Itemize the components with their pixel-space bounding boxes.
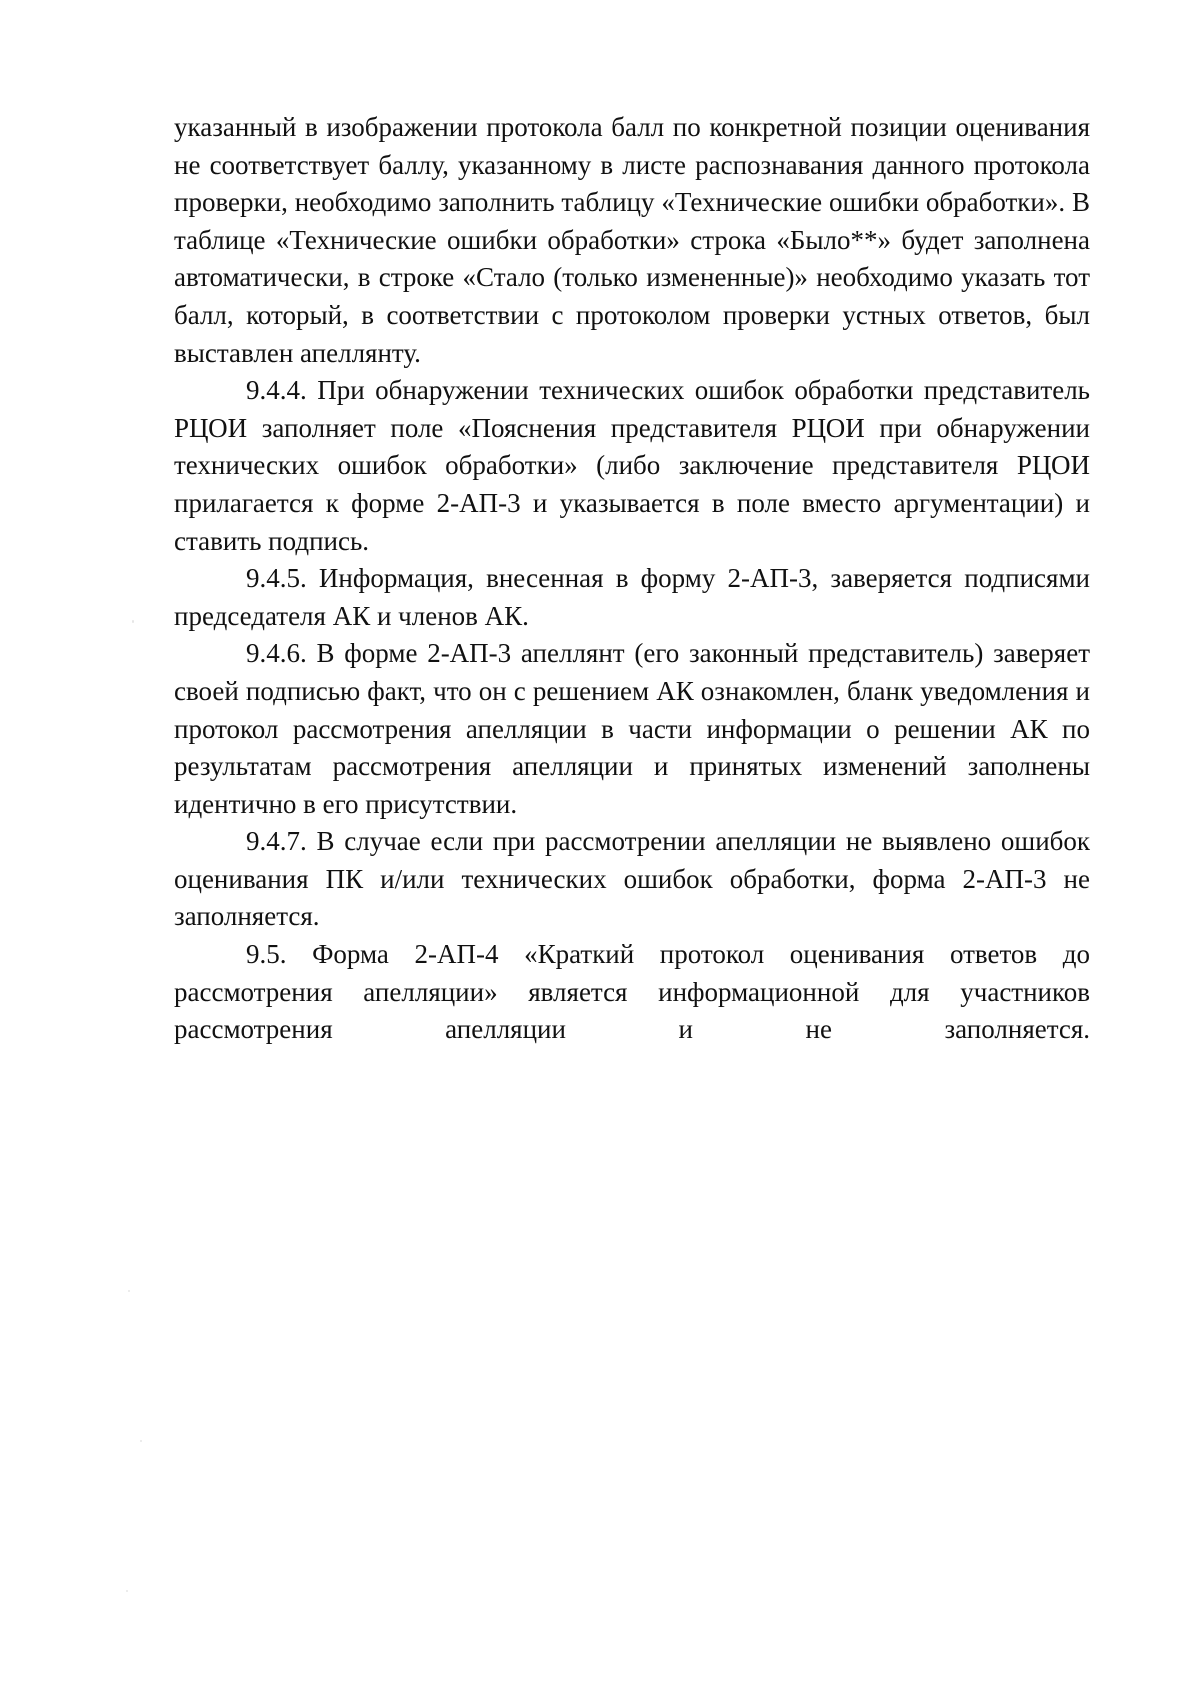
paragraph-9-5: 9.5. Форма 2-АП-4 «Краткий протокол оценивания ответов до рассмотрения апелляции» является информационной для участников рассмотрения апелляции и не заполняется. <box>174 939 1090 1045</box>
scan-artifact <box>140 1440 142 1442</box>
scan-artifact <box>128 1290 130 1292</box>
paragraph-9-4-7: 9.4.7. В случае если при рассмотрении апелляции не выявлено ошибок оценивания ПК и/или технических ошибок обработки, форма 2-АП-3 не заполняется. <box>174 826 1090 932</box>
paragraph-9-4-4: 9.4.4. При обнаружении технических ошибок обработки представитель РЦОИ заполняет поле «Пояснения представителя РЦОИ при обнаружении технических ошибок обработки» (либо заключение представителя РЦОИ прилагается к форме 2-АП-3 и указывается в поле вместо аргументации) и ставить подпись. <box>174 375 1090 556</box>
paragraph-9-4-5: 9.4.5. Информация, внесенная в форму 2-АП-3, заверяется подписями председателя АК и членов АК. <box>174 563 1090 631</box>
scan-artifact <box>126 1590 128 1592</box>
scan-artifact <box>132 620 134 623</box>
paragraph-9-4-6: 9.4.6. В форме 2-АП-3 апеллянт (его законный представитель) заверяет своей подписью факт, что он с решением АК ознакомлен, бланк уведомления и протокол рассмотрения апелляции в части информации о решении АК по результатам рассмотрения апелляции и принятых изменений заполнены идентично в его присутствии. <box>174 638 1090 819</box>
paragraph-continuation: указанный в изображении протокола балл по конкретной позиции оценивания не соответствует баллу, указанному в листе распознавания данного протокола проверки, необходимо заполнить таблицу «Технические ошибки обработки». В таблице «Технические ошибки обработки» строка «Было**» будет заполнена автоматически, в строке «Стало (только измененные)» необходимо указать тот балл, который, в соответствии с протоколом проверки устных ответов, был выставлен апеллянту. <box>174 112 1090 368</box>
document-body <box>174 109 1090 1049</box>
